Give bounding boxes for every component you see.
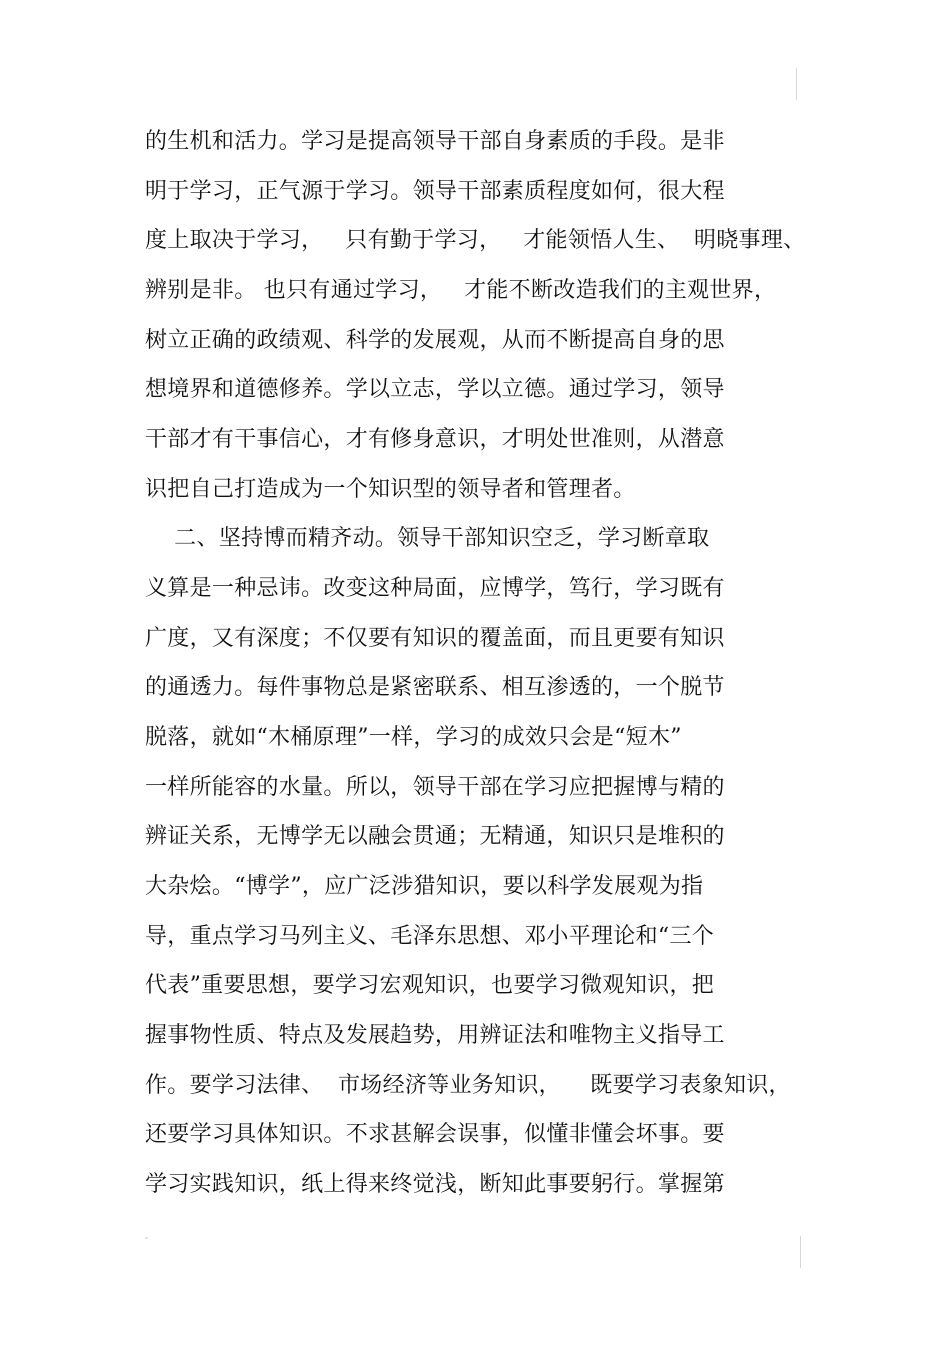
footer-dot (145, 1237, 148, 1239)
text-line: 作。要学习法律、 市场经济等业务知识， 既要学习表象知识， (145, 1073, 791, 1098)
text-line: 辨别是非。 也只有通过学习， 才能不断改造我们的主观世界， (145, 278, 777, 303)
text-line: 大杂烩。“博学”，应广泛涉猎知识，要以科学发展观为指 (145, 874, 704, 899)
text-line: 想境界和道德修养。学以立志，学以立德。通过学习，领导 (145, 377, 725, 402)
text-line: 还要学习具体知识。不求甚解会误事，似懂非懂会坏事。要 (145, 1122, 725, 1147)
text-line: 导，重点学习马列主义、毛泽东思想、邓小平理论和“三个 (145, 924, 715, 949)
text-line: 学习实践知识，纸上得来终觉浅，断知此事要躬行。掌握第 (145, 1172, 725, 1197)
text-line: 握事物性质、特点及发展趋势，用辨证法和唯物主义指导工 (145, 1023, 725, 1048)
text-line: 树立正确的政绩观、科学的发展观，从而不断提高自身的思 (145, 328, 725, 353)
paragraph-start-line: 二、坚持博而精齐动。领导干部知识空乏，学习断章取 (145, 526, 710, 551)
text-line: 的通透力。每件事物总是紧密联系、相互渗透的，一个脱节 (145, 675, 725, 700)
text-line: 明于学习，正气源于学习。领导干部素质程度如何，很大程 (145, 179, 725, 204)
top-margin-mark (796, 68, 797, 100)
text-line: 辨证关系，无博学无以融会贯通；无精通，知识只是堆积的 (145, 824, 725, 849)
text-line: 一样所能容的水量。所以，领导干部在学习应把握博与精的 (145, 775, 725, 800)
text-line: 的生机和活力。学习是提高领导干部自身素质的手段。是非 (145, 129, 725, 154)
text-line: 代表”重要思想，要学习宏观知识，也要学习微观知识，把 (145, 973, 715, 998)
text-line: 脱落，就如“木桶原理”一样，学习的成效只会是“短木” (145, 725, 682, 750)
text-line: 度上取决于学习， 只有勤于学习， 才能领悟人生、 明晓事理、 (145, 228, 806, 253)
bottom-margin-mark (800, 1236, 801, 1268)
text-line: 义算是一种忌讳。改变这种局面，应博学，笃行，学习既有 (145, 576, 725, 601)
text-line: 广度，又有深度；不仅要有知识的覆盖面，而且更要有知识 (145, 626, 725, 651)
text-line: 干部才有干事信心，才有修身意识，才明处世准则，从潜意 (145, 427, 725, 452)
text-line: 识把自己打造成为一个知识型的领导者和管理者。 (145, 477, 636, 502)
